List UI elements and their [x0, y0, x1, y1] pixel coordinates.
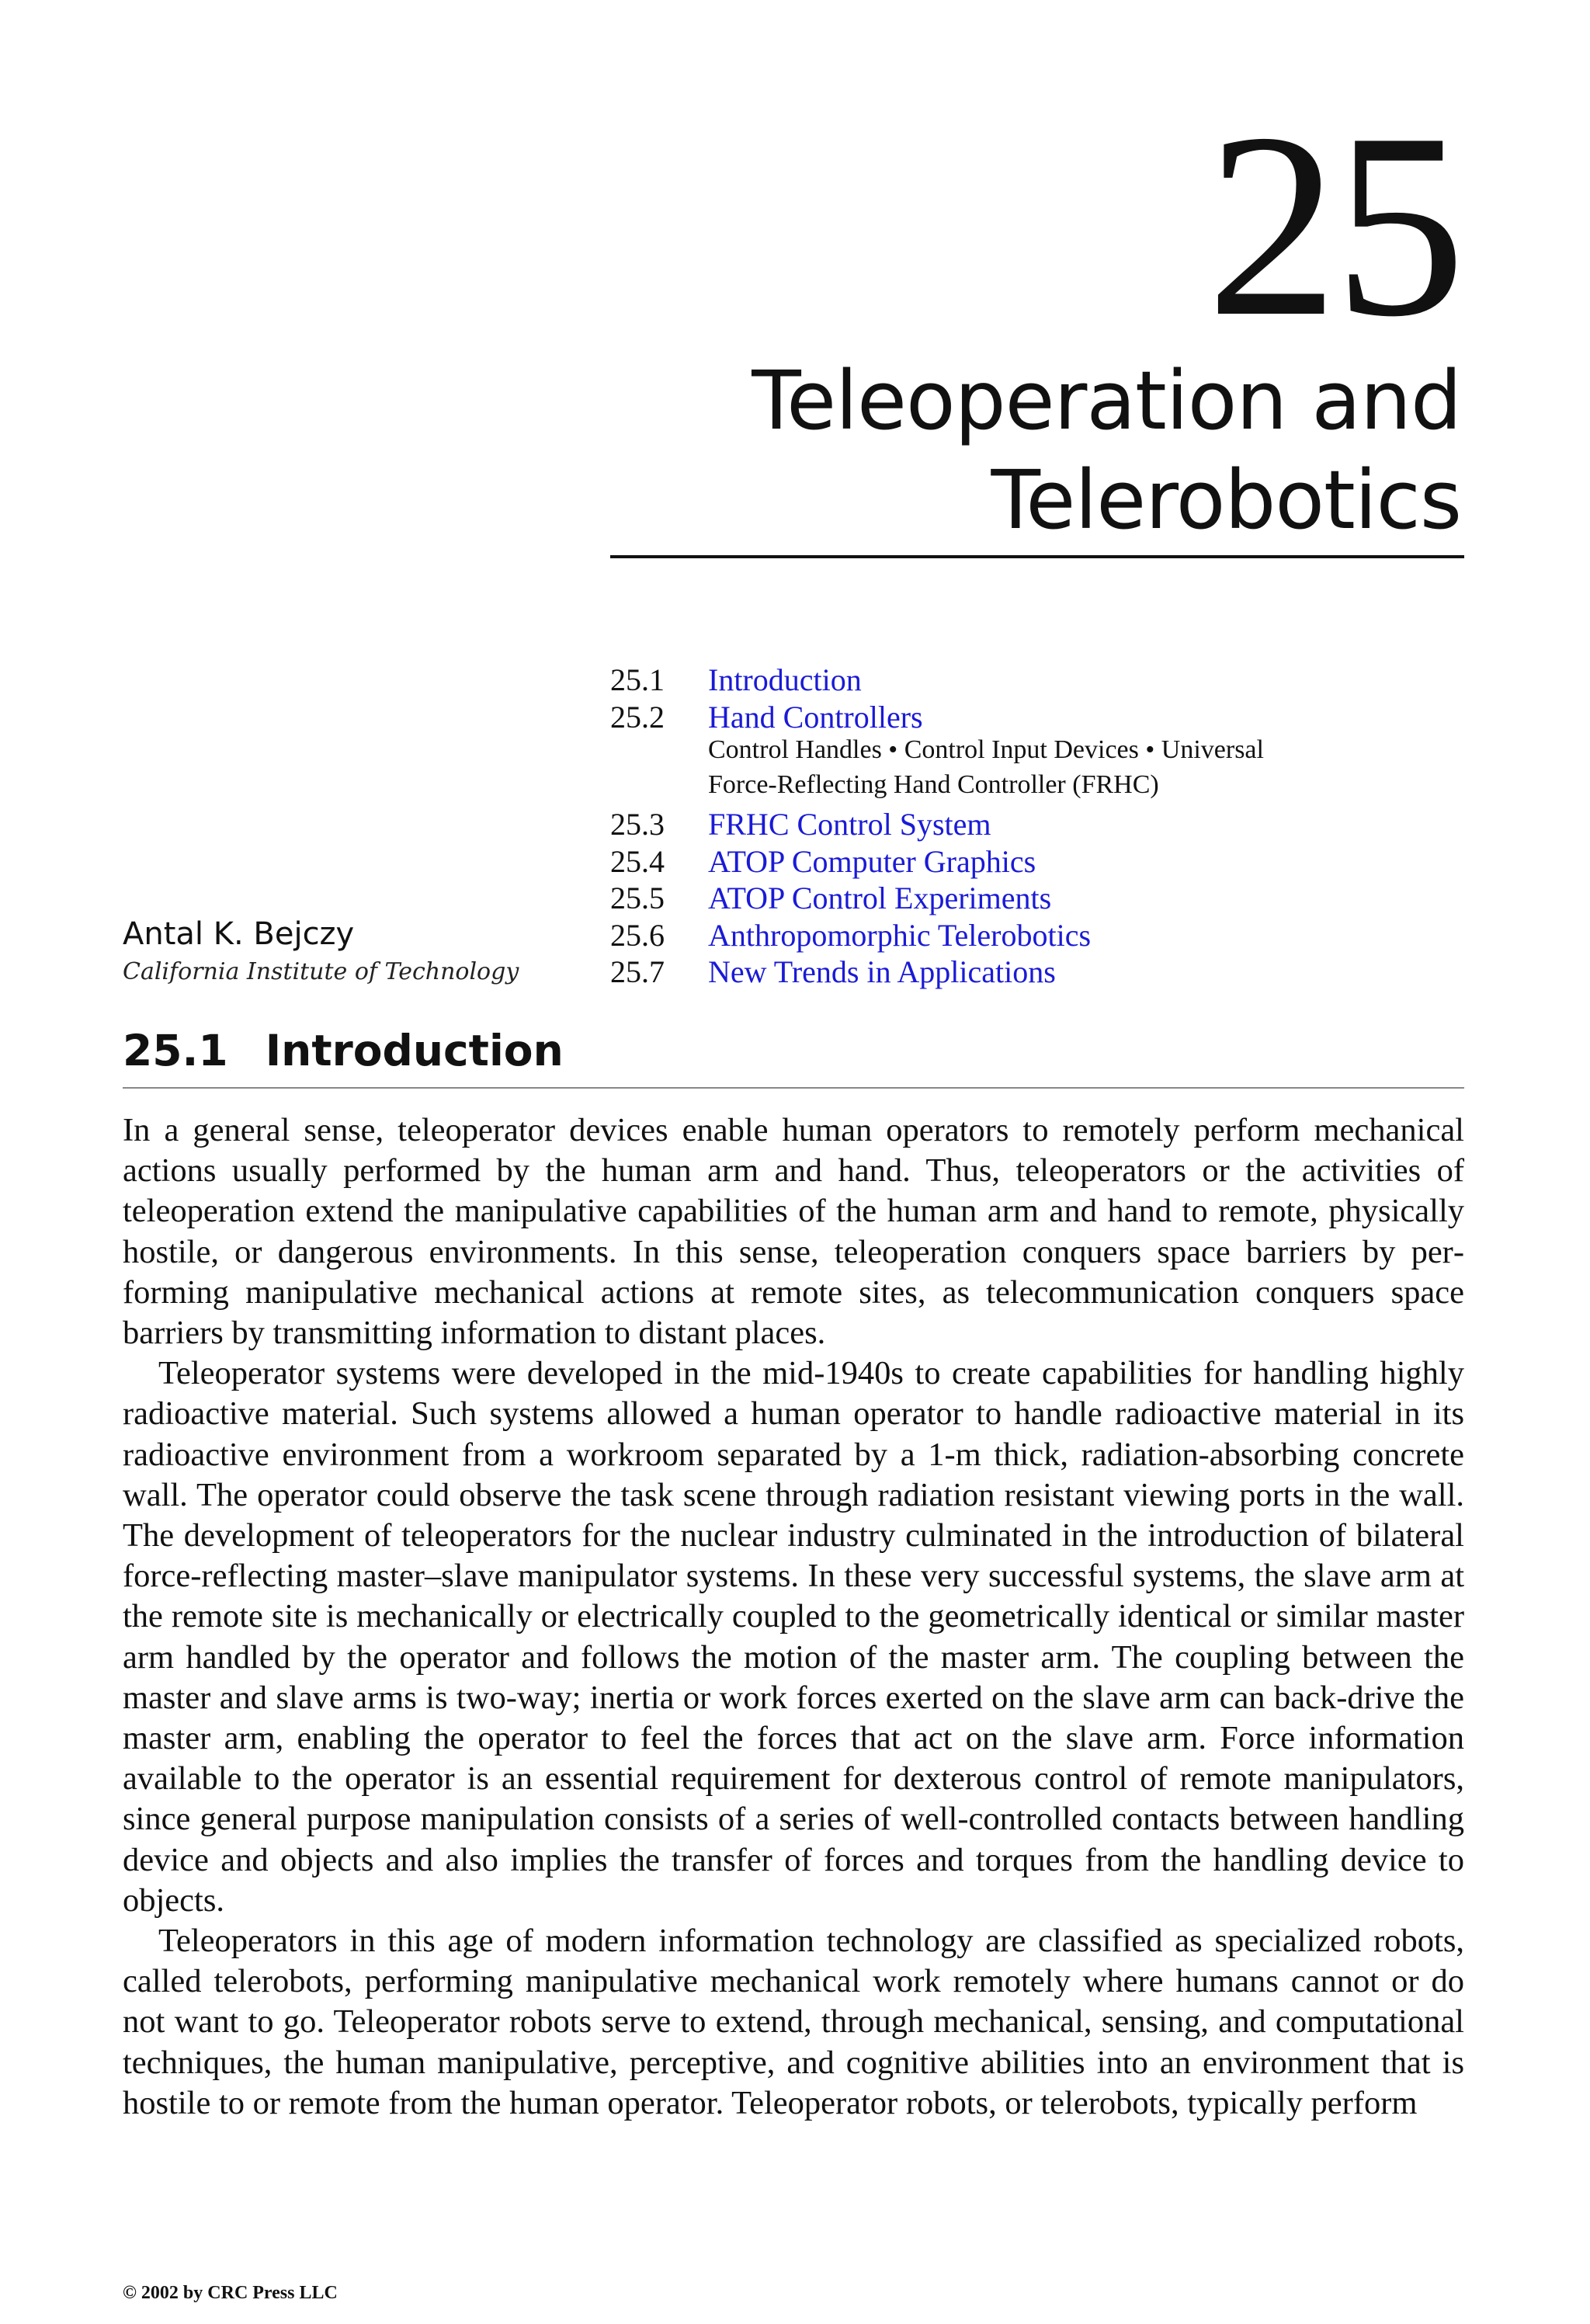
- table-of-contents: [610, 662, 1387, 991]
- chapter-title: [607, 351, 1461, 550]
- toc-entry-25-7: [610, 954, 1387, 991]
- chapter-number: 25: [1206, 78, 1461, 371]
- toc-number: 25.4: [610, 843, 665, 879]
- toc-entry-25-5: [610, 880, 1387, 917]
- toc-link-atop-control-experiments[interactable]: ATOP Control Experiments: [708, 881, 1052, 915]
- title-rule: [610, 555, 1464, 558]
- toc-link-frhc-control-system[interactable]: FRHC Control System: [708, 807, 991, 842]
- author-block: [123, 914, 557, 990]
- chapter-title-line-1: Teleoperation and: [752, 353, 1461, 448]
- toc-link-atop-computer-graphics[interactable]: ATOP Computer Graphics: [708, 843, 1036, 879]
- toc-entry-25-4: [610, 843, 1387, 881]
- toc-entry-25-6: [610, 917, 1387, 954]
- paragraph-2: Teleoperator systems were developed in the mid-1940s to create capabilities for handling highly radioactive material. Such systems allowed a human operator to handle radioactive material in its radioactive environment from a workroom separated by a 1-m thick, radiation-absorbing concrete wall. The operator could observe the task scene through radiation resistant viewing ports in the wall. The development of teleoperators for the nuclear industry culminated in the introduction of bilateral force-reflecting master–slave manipulator systems. In these very successful systems, the slave arm at the remote site is mechanically or electrically coupled to the geometrically identical or similar master arm handled by the operator and follows the motion of the master arm. The coupling between the master and slave arms is two-way; inertia or work forces exerted on the slave arm can back-drive the master arm, enabling the operator to feel the forces that act on the slave arm. Force information available to the operator is an essential requirement for dexterous control of remote manipulators, since general purpose manipulation consists of a series of well-controlled contacts between handling device and objects and also implies the transfer of forces and torques from the handling device to objects.: [123, 1355, 1464, 1919]
- toc-link-hand-controllers[interactable]: Hand Controllers: [708, 699, 923, 735]
- toc-number: 25.2: [610, 699, 665, 735]
- body-text: [123, 1110, 1464, 2124]
- toc-link-new-trends-in-applications[interactable]: New Trends in Applications: [708, 954, 1056, 989]
- section-heading: [123, 1023, 564, 1078]
- toc-number: 25.6: [610, 917, 665, 953]
- section-rule: [123, 1087, 1464, 1089]
- toc-number: 25.1: [610, 662, 665, 697]
- toc-number: 25.7: [610, 954, 665, 989]
- toc-number: 25.5: [610, 881, 665, 915]
- paragraph-3: Teleoperators in this age of modern information technology are classified as specialized robots, called telerobots, performing manipulative mechanical work remotely where humans cannot or do not want to go. Teleoperator robots serve to extend, through mechanical, sensing, and computational techniques, the human manipulative, perceptive, and cognitive abilities into an environment that is hostile to or remote from the human operator. Teleoperator robots, or telerobots, typically perform: [123, 1923, 1464, 2121]
- toc-subtopics-25-2: [708, 732, 1387, 802]
- toc-subtopics-line-2: Force-Reflecting Hand Controller (FRHC): [708, 770, 1159, 799]
- toc-entry-25-2: [610, 699, 1387, 736]
- toc-number: 25.3: [610, 807, 665, 842]
- paragraph-1: In a general sense, teleoperator devices enable human operators to remotely perform mechanical actions usually performed by the human arm and hand. Thus, teleoperators or the activities of teleoperation extend the manipulative capabilities of the human arm and hand to remote, physically hostile, or dangerous environments. In this sense, teleoperation conquers space barriers by performing manipulative mechanical actions at remote sites, as telecommunication conquers space barriers by transmitting information to distant places.: [123, 1112, 1464, 1352]
- section-number: 25.1: [123, 1026, 228, 1075]
- author-name: Antal K. Bejczy: [123, 916, 355, 952]
- toc-link-introduction[interactable]: Introduction: [708, 662, 862, 697]
- chapter-title-line-2: Telerobotics: [991, 453, 1461, 547]
- toc-entry-25-1: [610, 662, 1387, 699]
- author-affiliation: California Institute of Technology: [123, 958, 519, 985]
- toc-link-anthropomorphic-telerobotics[interactable]: Anthropomorphic Telerobotics: [708, 917, 1092, 953]
- toc-entry-25-3: [610, 806, 1387, 843]
- toc-subtopics-line-1: Control Handles • Control Input Devices • Universal: [708, 735, 1264, 764]
- copyright-footer: © 2002 by CRC Press LLC: [123, 2283, 338, 2303]
- section-title: Introduction: [265, 1026, 564, 1075]
